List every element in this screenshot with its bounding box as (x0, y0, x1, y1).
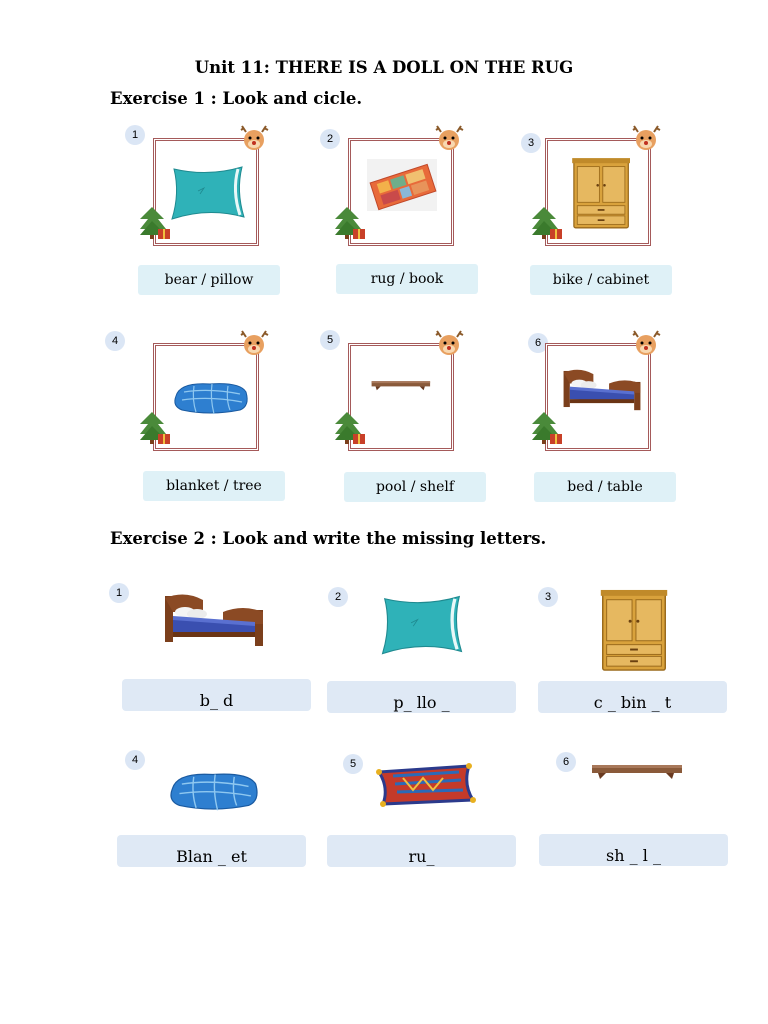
exercise-1-heading: Exercise 1 : Look and cicle. (110, 89, 363, 108)
ex2-item-number: 2 (328, 587, 348, 607)
ex1-choice-box[interactable]: blanket / tree (143, 471, 285, 501)
exercise-2-heading: Exercise 2 : Look and write the missing letters. (110, 529, 547, 548)
deer-decoration-icon (435, 329, 465, 359)
cabinet-picture (590, 588, 678, 672)
blanket-picture (162, 765, 266, 815)
tree-decoration-icon (532, 207, 564, 241)
tree-decoration-icon (140, 207, 172, 241)
ex2-answer-box[interactable]: c _ bin _ t (538, 681, 727, 713)
bed-picture (163, 590, 265, 648)
deer-decoration-icon (632, 329, 662, 359)
ex1-item-number: 3 (521, 133, 541, 153)
ex1-choice-box[interactable]: pool / shelf (344, 472, 486, 502)
ex2-answer-box[interactable]: b_ d (122, 679, 311, 711)
shelf-picture (588, 757, 686, 783)
tree-decoration-icon (532, 412, 564, 446)
ex2-answer-box[interactable]: Blan _ et (117, 835, 306, 867)
deer-decoration-icon (240, 124, 270, 154)
ex1-item-number: 6 (528, 333, 548, 353)
ex1-choice-box[interactable]: bear / pillow (138, 265, 280, 295)
page-title: Unit 11: THERE IS A DOLL ON THE RUG (194, 58, 574, 77)
ex1-item-number: 5 (320, 330, 340, 350)
bed-picture (562, 366, 642, 412)
rug-picture (363, 155, 441, 217)
ex2-item-number: 5 (343, 754, 363, 774)
pillow-picture (370, 590, 474, 658)
ex1-item-number: 2 (320, 129, 340, 149)
deer-decoration-icon (435, 124, 465, 154)
cabinet-picture (562, 153, 642, 239)
rug-picture (370, 760, 480, 810)
blanket-picture (170, 376, 252, 420)
ex2-answer-box[interactable]: p_ llo _ (327, 681, 516, 713)
ex2-answer-box[interactable]: sh _ l _ (539, 834, 728, 866)
deer-decoration-icon (240, 329, 270, 359)
ex1-choice-box[interactable]: rug / book (336, 264, 478, 294)
ex2-item-number: 1 (109, 583, 129, 603)
ex2-item-number: 4 (125, 750, 145, 770)
ex1-item-number: 1 (125, 125, 145, 145)
tree-decoration-icon (335, 207, 367, 241)
deer-decoration-icon (632, 124, 662, 154)
shelf-picture (369, 376, 467, 402)
ex1-choice-box[interactable]: bed / table (534, 472, 676, 502)
ex2-answer-box[interactable]: ru_ (327, 835, 516, 867)
pillow-picture (168, 161, 250, 223)
tree-decoration-icon (335, 412, 367, 446)
ex2-item-number: 3 (538, 587, 558, 607)
tree-decoration-icon (140, 412, 172, 446)
ex1-choice-box[interactable]: bike / cabinet (530, 265, 672, 295)
ex2-item-number: 6 (556, 752, 576, 772)
ex1-item-number: 4 (105, 331, 125, 351)
